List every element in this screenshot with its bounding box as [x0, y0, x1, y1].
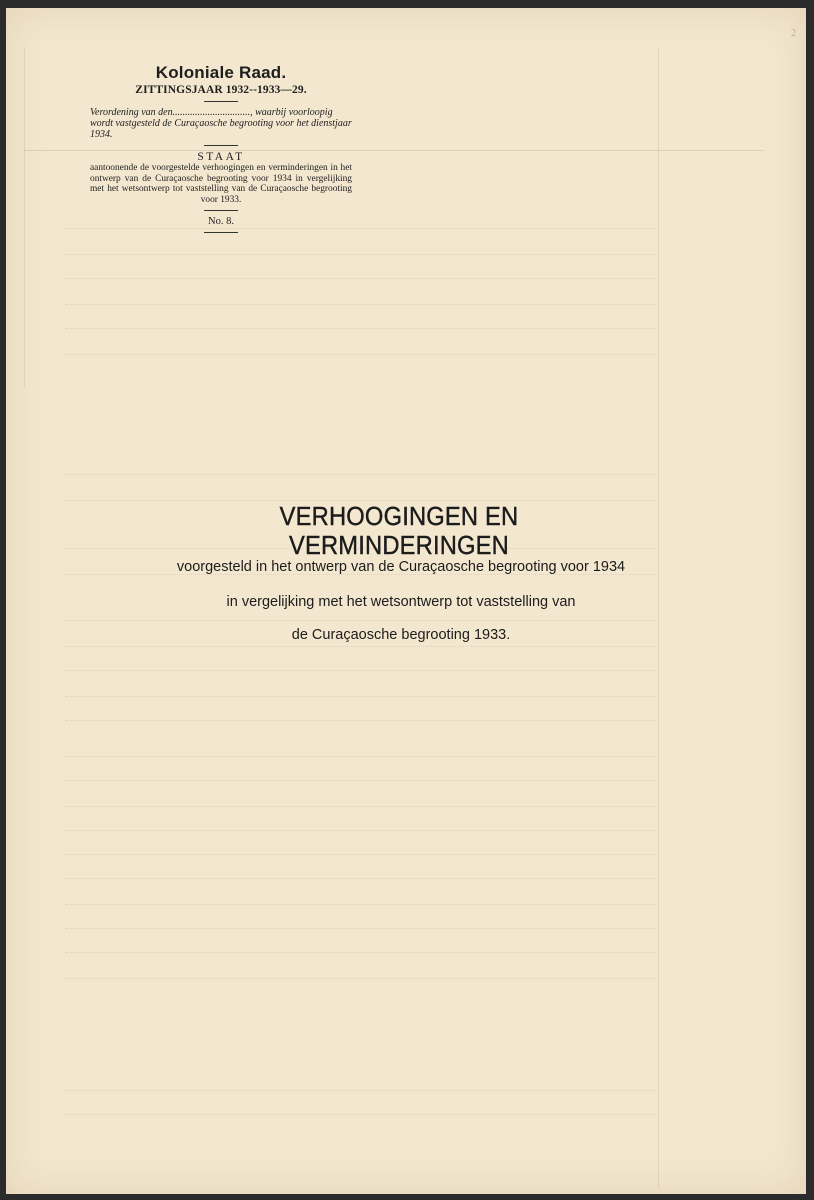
bleed-through-row — [66, 278, 656, 279]
bleed-through-row — [66, 952, 656, 953]
bleed-through-row — [66, 620, 656, 621]
bleed-through-left-rule — [24, 48, 25, 388]
subtitle-line-3: de Curaçaosche begrooting 1933. — [291, 627, 511, 643]
document-page — [6, 8, 806, 1194]
document-number: No. 8. — [208, 216, 234, 228]
divider — [204, 145, 238, 146]
bleed-through-row — [66, 830, 656, 831]
bleed-through-row — [66, 928, 656, 929]
bleed-through-row — [66, 304, 656, 305]
session-year: ZITTINGSJAAR 1932--1933—29. — [135, 84, 307, 96]
divider — [204, 101, 238, 102]
bleed-through-row — [66, 720, 656, 721]
bleed-through-row — [66, 254, 656, 255]
bleed-through-row — [66, 854, 656, 855]
bleed-through-row — [66, 328, 656, 329]
divider — [204, 210, 238, 211]
bleed-through-row — [66, 806, 656, 807]
page-number: 2 — [791, 28, 796, 39]
bleed-through-row — [66, 500, 656, 501]
ordinance-text: Verordening van den..............................., waarbij voorloopig wordt vastgesteld de Curaçaosche begrooting voor het dienstjaar 1934. — [90, 107, 352, 140]
subtitle-line-2: in vergelijking met het wetsontwerp tot vaststelling van — [226, 594, 576, 610]
bleed-through-row — [66, 978, 656, 979]
bleed-through-row — [66, 646, 656, 647]
council-title: Koloniale Raad. — [155, 63, 287, 82]
bleed-through-row — [66, 878, 656, 879]
bleed-through-row — [66, 474, 656, 475]
document-header — [90, 63, 352, 238]
subtitle-line-1: voorgesteld in het ontwerp van de Curaçaosche begrooting voor 1934 — [176, 559, 626, 575]
bleed-through-row — [66, 696, 656, 697]
bleed-through-row — [66, 354, 656, 355]
bleed-through-row — [66, 670, 656, 671]
bleed-through-row — [66, 756, 656, 757]
bleed-through-column-rule — [658, 48, 659, 1188]
bleed-through-row — [66, 904, 656, 905]
main-title: VERHOOGINGEN EN VERMINDERINGEN — [279, 503, 519, 560]
bleed-through-row — [66, 1090, 656, 1091]
divider — [204, 232, 238, 233]
staat-title: STAAT — [197, 151, 245, 163]
bleed-through-row — [66, 1114, 656, 1115]
staat-description: aantoonende de voorgestelde verhoogingen en verminderingen in het ontwerp van de Curaçaosche begrooting voor 1934 in vergelijking met het wetsontwerp tot vaststelling van de Curaçaosche begrooting voor 1933. — [90, 163, 352, 205]
bleed-through-row — [66, 780, 656, 781]
